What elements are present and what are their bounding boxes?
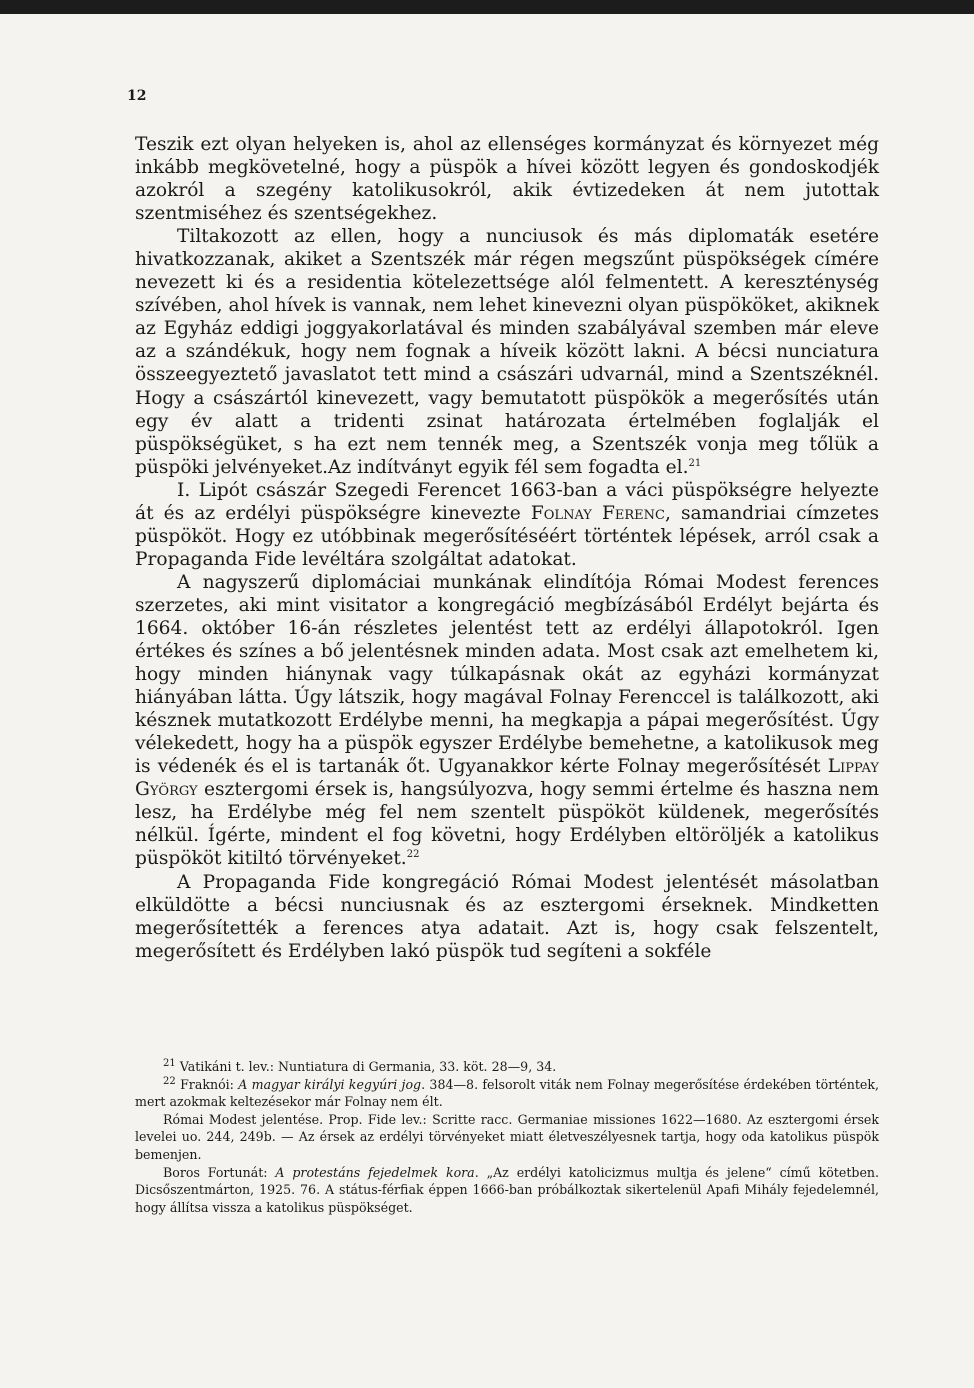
footnote-22-cont-1: Római Modest jelentése. Prop. Fide lev.: Scritte racc. Germaniae missiones 1622—1680. Az esztergomi érsek levelei uo. 244, 249b. — Az érsek az erdélyi törvényeket miatt életveszélyesnek tartja, hogy oda katolikus püspök bemenjen. (135, 1111, 879, 1162)
paragraph-5: A Propaganda Fide kongregáció Római Modest jelentését másolatban elküldötte a bécsi nunciusnak és az esztergomi érseknek. Mindketten megerősítették a ferences atya adatait. Azt is, hogy csak felszentelt, megerősített és Erdélyben lakó püspök tud segíteni a sokféle (135, 871, 879, 962)
footnote-21-number: 21 (163, 1057, 176, 1069)
paragraph-2-text: Tiltakozott az ellen, hogy a nunciusok és más diplomaták esetére hivatkozzanak, akiket a Szentszék már régen megszűnt püspökségek címére nevezett ki és a residentia kötelezettsége alól felmentett. A kereszténység szívében, ahol hívek is vannak, nem lehet kinevezni olyan püspököket, akiknek az Egyház eddigi joggyakorlatával és minden szabályával szemben már eleve az a szándékuk, hogy nem fognak a híveik között lakni. A bécsi nunciatura összeegyeztető javaslatot tett mind a császári udvarnál, mind a Szentszéknél. Hogy a császártól kinevezett, vagy bemutatott püspökök a megerősítés után egy év alatt a tridenti zsinat határozata értelmében foglalják el püspökségüket, s ha ezt nem tennék meg, a Szentszék vonja meg tőlük a püspöki jelvényeket.Az indítványt egyik fél sem fogadta el. (135, 226, 879, 478)
footnote-22-text-a: Fraknói: (180, 1076, 239, 1092)
smallcaps-folnay-ferenc: Folnay Ferenc (530, 502, 665, 524)
footnote-21-text: Vatikáni t. lev.: Nuntiatura di Germania, 33. köt. 28—9, 34. (179, 1059, 557, 1074)
footnote-22-cont-2-text-b: . „Az erdélyi katolicizmus multja és jelene“ című kötetben. Dicsőszentmárton, 1925. 76. A státus-férfiak éppen 1666-ban próbálkoztak sikertelenül Apafi Mihály fejedelemnél, hogy állítsa vissza a katolikus püspökséget. (135, 1164, 880, 1215)
paragraph-4-text-a: A nagyszerű diplomáciai munkának elindítója Római Modest ferences szerzetes, aki mint visitator a kongregáció megbízásából Erdélyt bejárta és 1664. október 16-án részletes jelentést tett az erdélyi állapotokról. Igen értékes és színes a bő jelentésnek minden adata. Most csak azt emelhetem ki, hogy minden hiánynak vagy túlkapásnak okát az egyházi kormányzat hiányában látta. Úgy látszik, hogy magával Folnay Ferenccel is találkozott, aki késznek mutatkozott Erdélybe menni, ha megkapja a pápai megerősítést. Úgy vélekedett, hogy ha a püspök egyszer Erdélybe bemehetne, a katolikusok meg is védenék és el is tartanák őt. Ugyanakkor kérte Folnay megerősítését (135, 571, 879, 778)
footnote-ref-22[interactable]: 22 (406, 849, 420, 861)
footnote-22-number: 22 (163, 1075, 176, 1087)
footnotes (135, 1058, 879, 1216)
smallcaps-lippay-gyorgy: Lippay György (135, 756, 879, 801)
footnote-22 (135, 1076, 879, 1111)
footnote-22-cont-2-text-a: Boros Fortunát: (163, 1164, 276, 1180)
paragraph-3 (135, 479, 879, 571)
footnote-22-cont-2 (135, 1164, 879, 1217)
paragraph-3-text-b: , samandriai címzetes püspököt. Hogy ez utóbbinak megerősítéséért történtek lépések, arról csak a Propaganda Fide levéltára szolgáltat adatokat. (135, 502, 879, 570)
paragraph-4 (135, 571, 879, 871)
paragraph-1: Teszik ezt olyan helyeken is, ahol az ellenséges kormányzat és környezet még inkább megkövetelné, hogy a püspök a hívei között legyen és gondoskodjék azokról a szegény katolikusokról, akik évtizedeken át nem jutottak szentmiséhez és szentségekhez. (135, 134, 879, 225)
body-text (135, 133, 879, 963)
footnote-ref-21[interactable]: 21 (688, 457, 702, 469)
footnote-22-text-b: . 384—8. felsorolt viták nem Folnay megerősítése érdekében történtek, mert azokmak keltezésekor már Folnay nem élt. (135, 1076, 879, 1110)
footnote-21 (135, 1058, 879, 1076)
footnote-22-title: A magyar királyi kegyúri jog (238, 1076, 422, 1092)
paragraph-2 (135, 225, 879, 479)
footnote-22-cont-2-title: A protestáns fejedelmek kora (275, 1164, 475, 1180)
scan-top-border (0, 0, 974, 14)
paragraph-4-text-b: esztergomi érsek is, hangsúlyozva, hogy semmi értelme és haszna nem lesz, ha Erdélybe még fel nem szentelt püspököt küldenek, megerősítés nélkül. Ígérte, mindent el fog követni, hogy Erdélyben eltöröljék a katolikus püspököt kitiltó törvényeket. (135, 779, 879, 870)
page-number: 12 (127, 88, 147, 104)
paragraph-3-text-a: I. Lipót császár Szegedi Ferencet 1663-ban a váci püspökségre helyezte át és az erdélyi püspökségre kinevezte (135, 479, 879, 524)
